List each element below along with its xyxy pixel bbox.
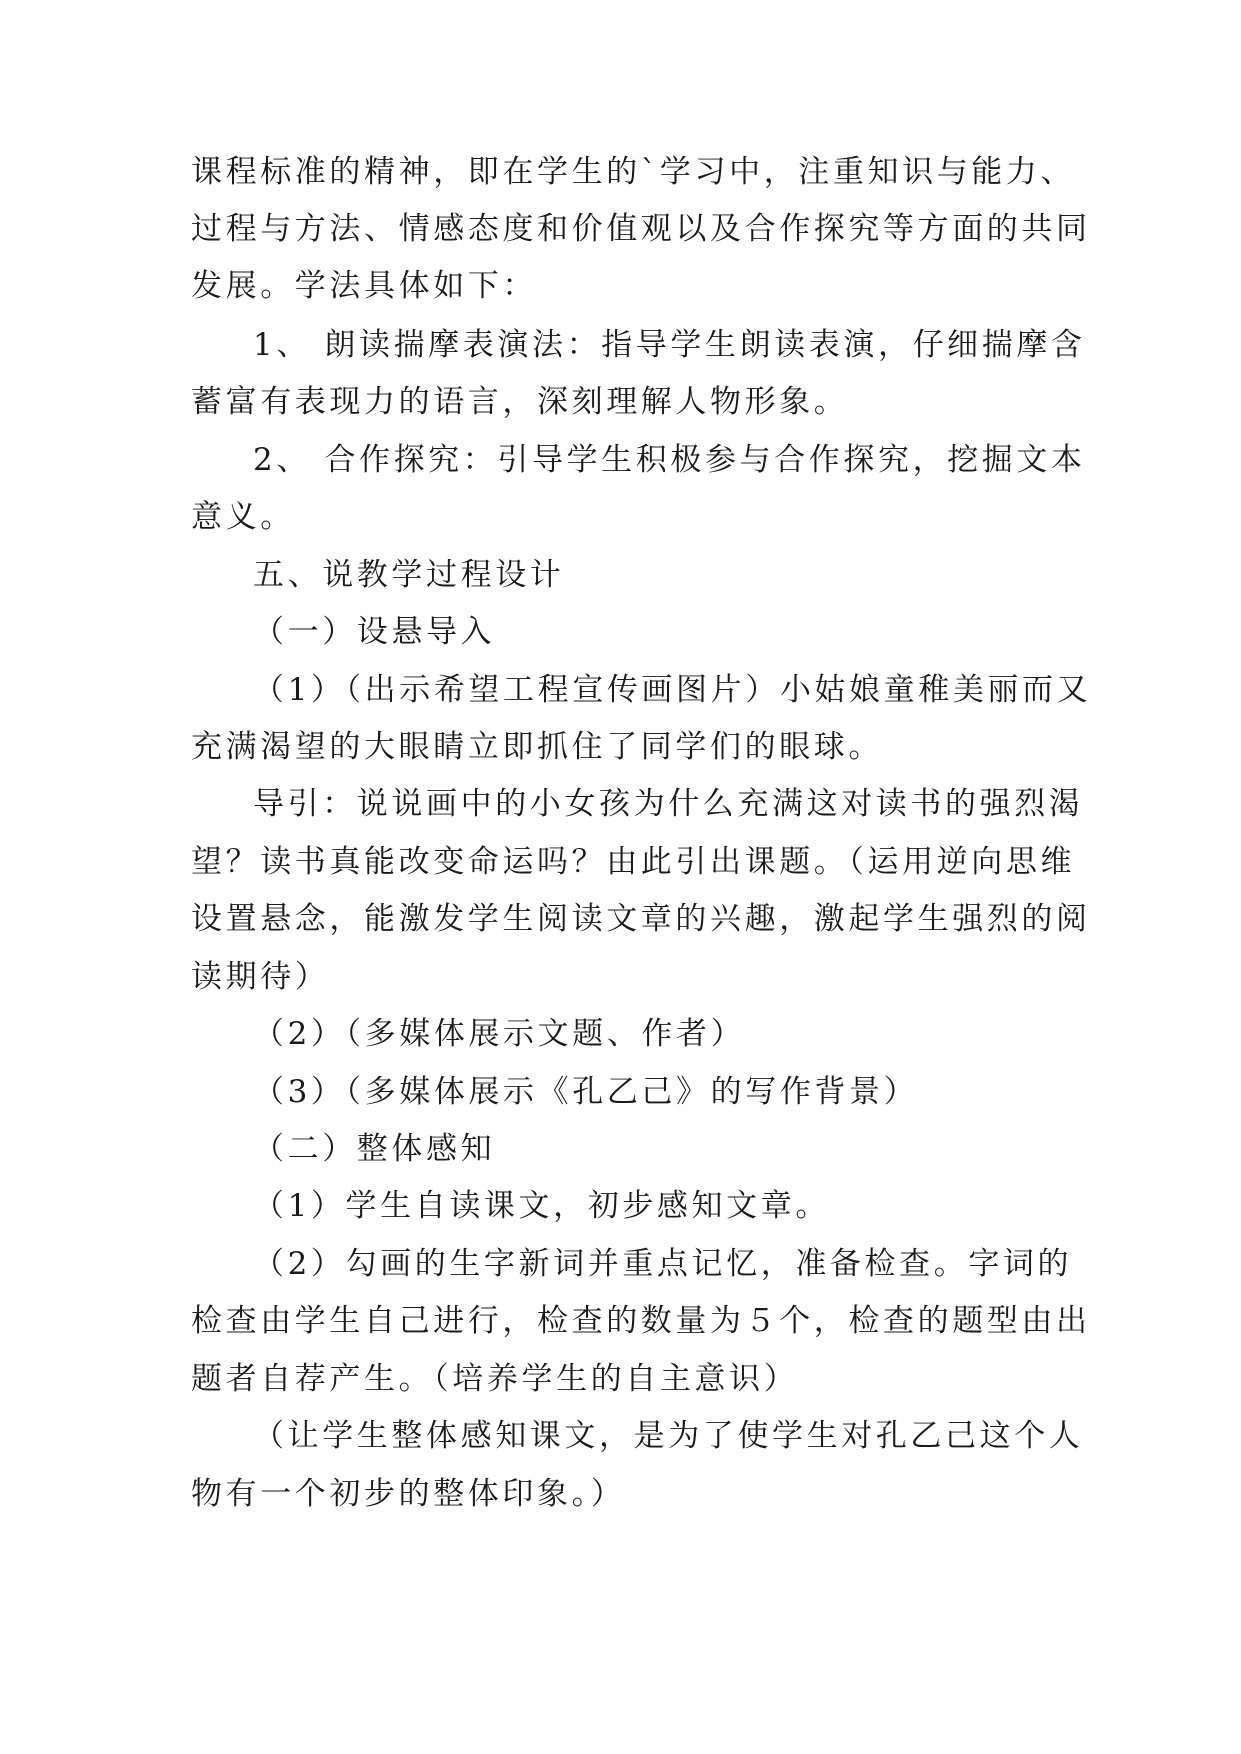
text-line: 题者自荐产生。（培养学生的自主意识） — [191, 1361, 799, 1397]
paragraph-start: （2）（多媒体展示文题、作者） — [253, 1016, 746, 1052]
text-line: 蓄富有表现力的语言，深刻理解人物形象。 — [191, 384, 849, 420]
subsection-heading: （二）整体感知 — [253, 1131, 496, 1167]
text-line: 设置悬念，能激发学生阅读文章的兴趣，激起学生强烈的阅 — [191, 901, 1091, 937]
paragraph-start: （让学生整体感知课文，是为了使学生对孔乙己这个人 — [253, 1418, 1084, 1454]
paragraph-start: （3）（多媒体展示《孔乙己》的写作背景） — [253, 1074, 919, 1110]
text-line: 充满渴望的大眼睛立即抓住了同学们的眼球。 — [191, 729, 883, 765]
text-line: 望？读书真能改变命运吗？由此引出课题。（运用逆向思维 — [191, 844, 1076, 880]
text-line: 发展。学法具体如下： — [191, 268, 537, 304]
text-line: 课程标准的精神，即在学生的`学习中，注重知识与能力、 — [191, 154, 1076, 190]
text-line: 过程与方法、情感态度和价值观以及合作探究等方面的共同 — [191, 211, 1091, 247]
paragraph-start: 导引：说说画中的小女孩为什么充满这对读书的强烈渴 — [253, 786, 1084, 822]
subsection-heading: （一）设悬导入 — [253, 614, 496, 650]
text-line: 读期待） — [191, 959, 330, 995]
section-heading: 五、说教学过程设计 — [253, 557, 565, 593]
paragraph-start: （1）（出示希望工程宣传画图片）小姑娘童稚美丽而又 — [253, 672, 1092, 708]
paragraph-start: （2）勾画的生字新词并重点记忆，准备检查。字词的 — [253, 1246, 1073, 1282]
list-item-1: 1、 朗读揣摩表演法：指导学生朗读表演，仔细揣摩含 — [253, 327, 1086, 363]
list-item-2: 2、 合作探究：引导学生积极参与合作探究，挖掘文本 — [253, 442, 1086, 478]
text-line: 物有一个初步的整体印象。） — [191, 1476, 626, 1512]
paragraph-start: （1）学生自读课文，初步感知文章。 — [253, 1188, 830, 1224]
text-line: 意义。 — [191, 499, 295, 535]
text-line: 检查由学生自己进行，检查的数量为５个，检查的题型由出 — [191, 1303, 1091, 1339]
